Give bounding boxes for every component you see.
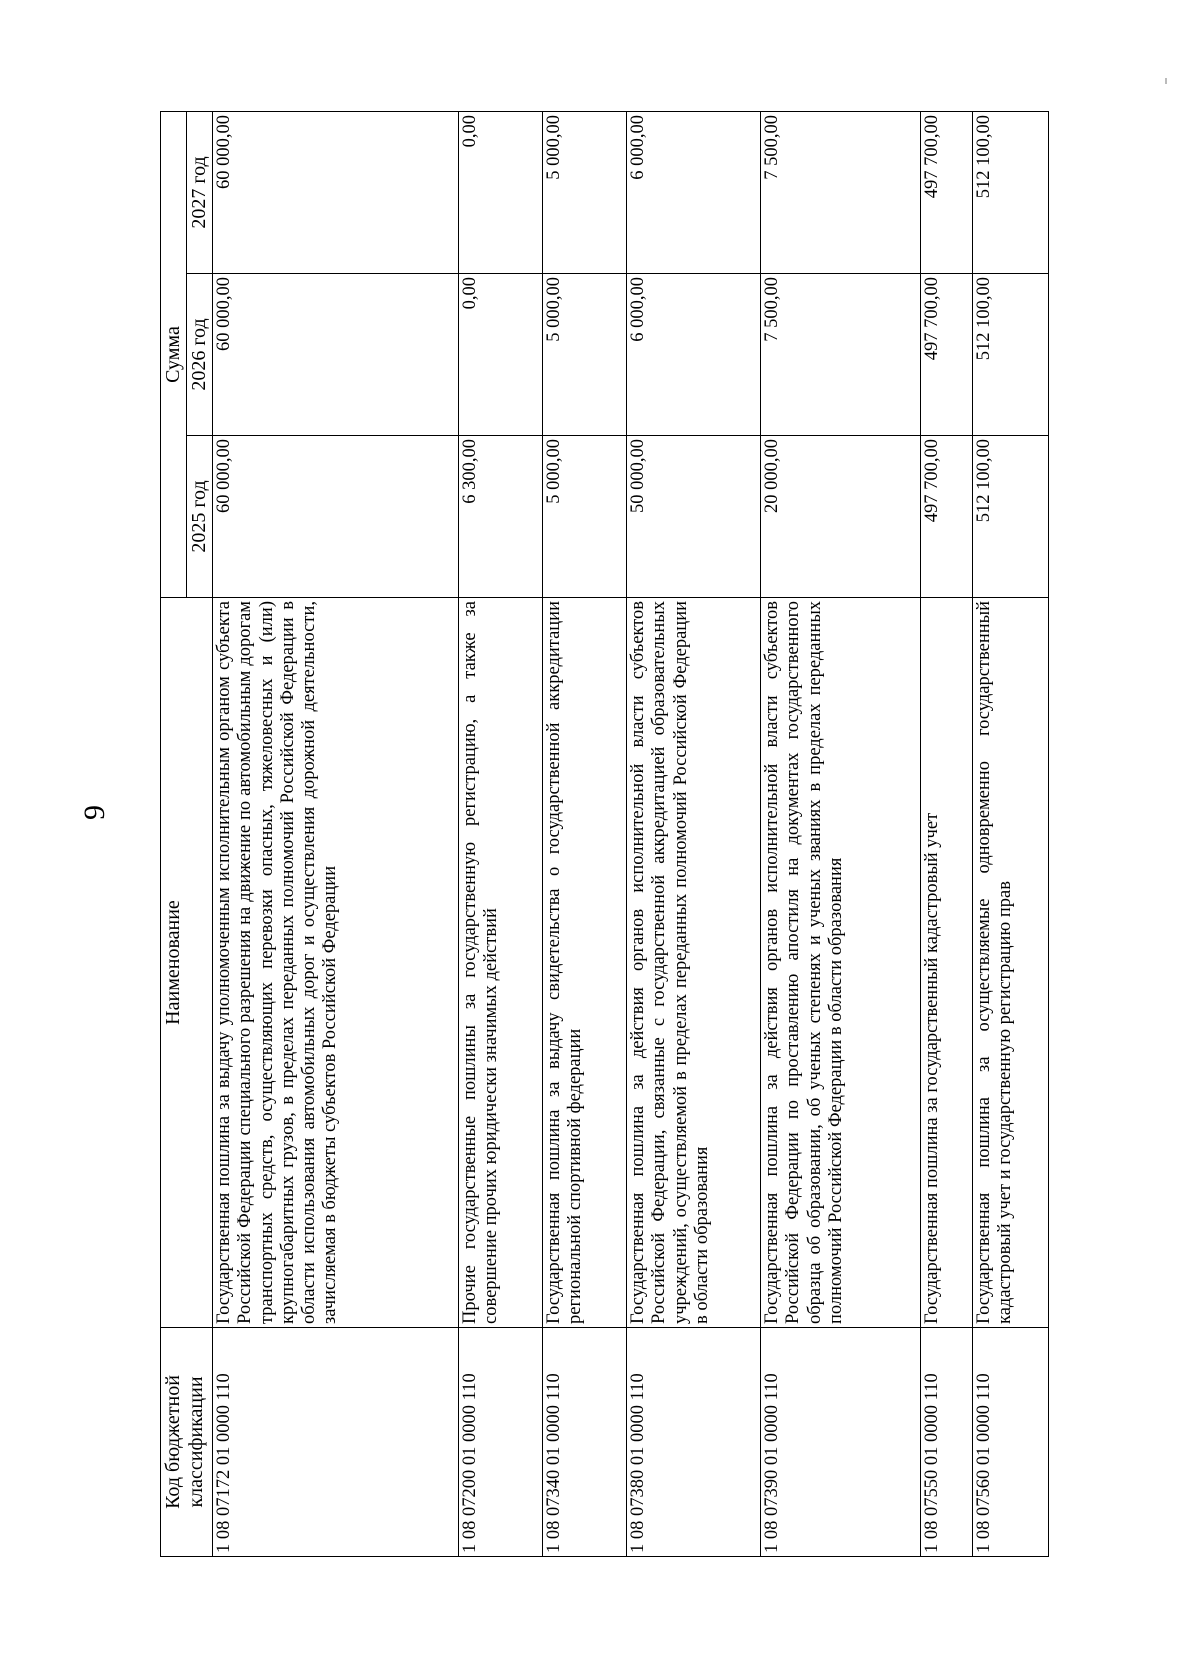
- row-sum-2027: 5 000,00: [543, 111, 627, 273]
- rotated-table-container: [160, 112, 1016, 1557]
- row-sum-2026: 0,00: [459, 274, 543, 436]
- header-year-2026: 2026 год: [187, 274, 213, 436]
- row-sum-2026: 6 000,00: [627, 274, 761, 436]
- budget-table: [160, 111, 1049, 1557]
- row-sum-2026: 7 500,00: [761, 274, 921, 436]
- table-row: [543, 111, 627, 1556]
- table-row: [213, 111, 459, 1556]
- row-sum-2025: 6 300,00: [459, 436, 543, 598]
- row-code: 1 08 07550 01 0000 110: [921, 1328, 973, 1557]
- table-body: [213, 111, 1049, 1556]
- row-sum-2027: 497 700,00: [921, 111, 973, 273]
- row-code: 1 08 07172 01 0000 110: [213, 1328, 459, 1557]
- scan-speck: [1165, 78, 1167, 84]
- row-code: 1 08 07340 01 0000 110: [543, 1328, 627, 1557]
- table-header: [161, 111, 213, 1556]
- table-row: [627, 111, 761, 1556]
- row-code: 1 08 07380 01 0000 110: [627, 1328, 761, 1557]
- header-row-top: [161, 111, 187, 1556]
- row-sum-2025: 497 700,00: [921, 436, 973, 598]
- row-sum-2025: 50 000,00: [627, 436, 761, 598]
- table-row: [761, 111, 921, 1556]
- header-year-2027: 2027 год: [187, 111, 213, 273]
- header-sum: Сумма: [161, 111, 187, 597]
- row-name: Государственная пошлина за выдачу свидетельства о государственной аккредитации региональной спортивной федерации: [543, 598, 627, 1328]
- row-sum-2025: 60 000,00: [213, 436, 459, 598]
- row-sum-2026: 512 100,00: [973, 274, 1049, 436]
- row-name: Государственная пошлина за выдачу уполномоченным исполнительным органом субъекта Российской Федерации специального разрешения на движение по автомобильным дорогам транспортных средств, осуществляющих перевозки опасных, тяжеловесных и (или) крупногабаритных грузов, в пределах переданных полномочий Российской Федерации в области использования автомобильных дорог и осуществления дорожной деятельности, зачисляемая в бюджеты субъектов Российской Федерации: [213, 598, 459, 1328]
- row-code: 1 08 07390 01 0000 110: [761, 1328, 921, 1557]
- row-sum-2025: 5 000,00: [543, 436, 627, 598]
- row-sum-2027: 512 100,00: [973, 111, 1049, 273]
- row-name: Государственная пошлина за действия органов исполнительной власти субъектов Российской Федерации, связанные с государственной аккредитацией образовательных учреждений, осуществляемой в пределах переданных полномочий Российской Федерации в области образования: [627, 598, 761, 1328]
- row-sum-2026: 5 000,00: [543, 274, 627, 436]
- header-year-2025: 2025 год: [187, 436, 213, 598]
- row-sum-2025: 512 100,00: [973, 436, 1049, 598]
- row-sum-2026: 60 000,00: [213, 274, 459, 436]
- header-name: Наименование: [161, 598, 213, 1328]
- row-code: 1 08 07560 01 0000 110: [973, 1328, 1049, 1557]
- row-name: Прочие государственные пошлины за государственную регистрацию, а также за совершение прочих юридически значимых действий: [459, 598, 543, 1328]
- table-row: [459, 111, 543, 1556]
- table-row: [973, 111, 1049, 1556]
- row-sum-2026: 497 700,00: [921, 274, 973, 436]
- page-number: 9: [78, 805, 111, 820]
- row-sum-2027: 6 000,00: [627, 111, 761, 273]
- row-sum-2027: 0,00: [459, 111, 543, 273]
- row-sum-2025: 20 000,00: [761, 436, 921, 598]
- row-name: Государственная пошлина за осуществляемые одновременно государственный кадастровый учет и государственную регистрацию прав: [973, 598, 1049, 1328]
- row-sum-2027: 60 000,00: [213, 111, 459, 273]
- row-sum-2027: 7 500,00: [761, 111, 921, 273]
- row-name: Государственная пошлина за государственный кадастровый учет: [921, 598, 973, 1328]
- row-code: 1 08 07200 01 0000 110: [459, 1328, 543, 1557]
- table-row: [921, 111, 973, 1556]
- header-code: Код бюджетной классификации: [161, 1328, 213, 1557]
- row-name: Государственная пошлина за действия органов исполнительной власти субъектов Российской Федерации по проставлению апостиля на документах государственного образца об образовании, об ученых степенях и ученых званиях в пределах переданных полномочий Российской Федерации в области образования: [761, 598, 921, 1328]
